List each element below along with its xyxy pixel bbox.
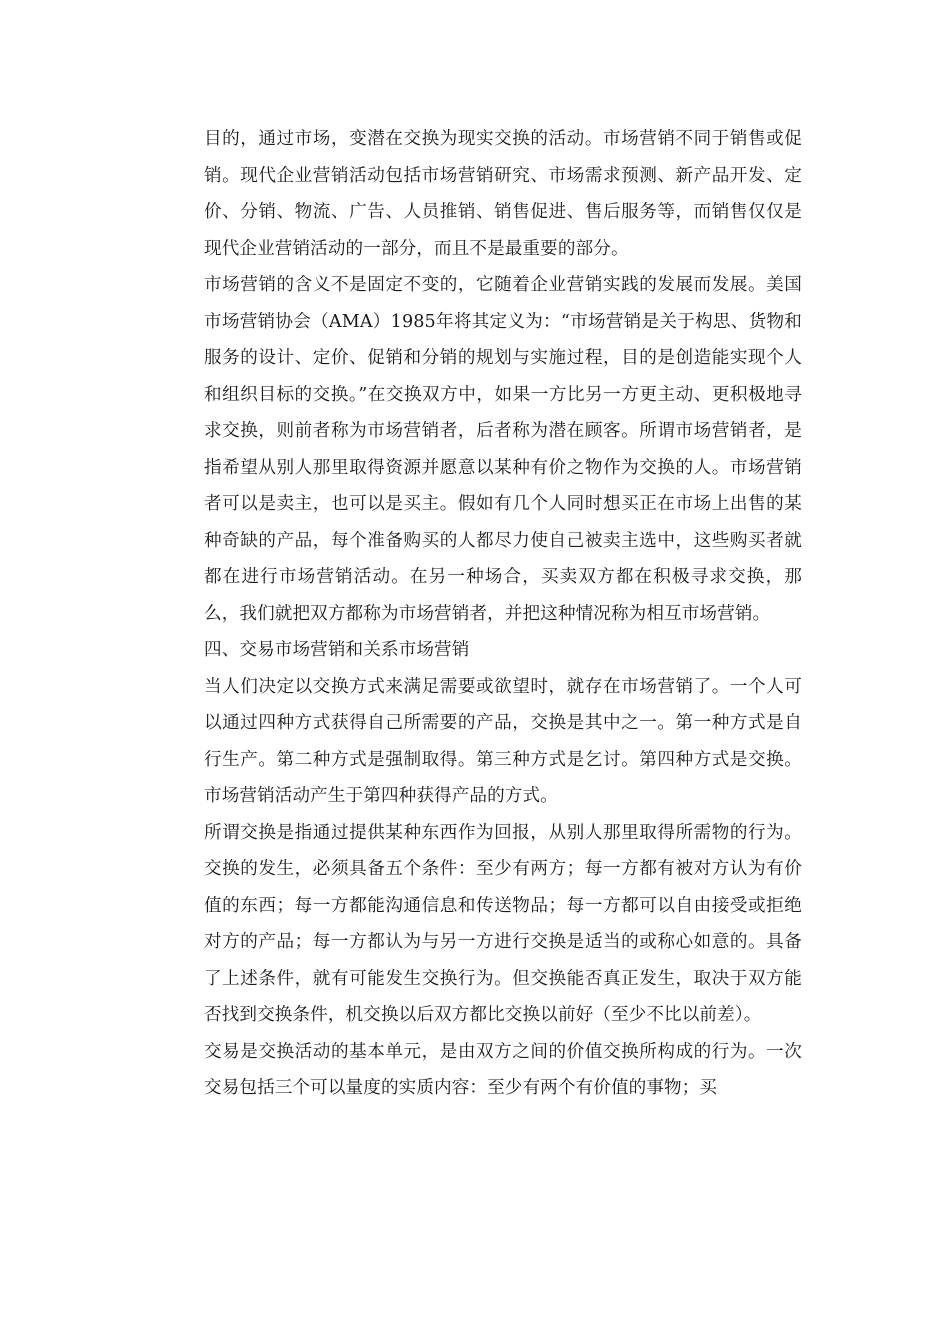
paragraph-marketing-definition: 市场营销的含义不是固定不变的，它随着企业营销实践的发展而发展。美国市场营销协会（AMA）1985年将其定义为：“市场营销是关于构思、货物和服务的设计、定价、促销和分销的规划与实施过程，目的是创造能实现个人和组织目标的交换。”在交换双方中，如果一方比另一方更主动、更积极地寻求交换，则前者称为市场营销者，后者称为潜在顾客。所谓市场营销者，是指希望从别人那里取得资源并愿意以某种有价之物作为交换的人。市场营销者可以是卖主，也可以是买主。假如有几个人同时想买正在市场上出售的某种奇缺的产品，每个准备购买的人都尽力使自己被卖主选中，这些购买者就都在进行市场营销活动。在另一种场合，买卖双方都在积极寻求交换，那么，我们就把双方都称为市场营销者，并把这种情况称为相互市场营销。 [204,275,802,624]
paragraph-exchange-methods: 当人们决定以交换方式来满足需要或欲望时，就存在市场营销了。一个人可以通过四种方式获得自己所需要的产品，交换是其中之一。第一种方式是自行生产。第二种方式是强制取得。第三种方式是乞讨。第四种方式是交换。市场营销活动产生于第四种获得产品的方式。 [204,676,802,806]
document-body [204,121,802,1107]
paragraph-marketing-vs-sales: 目的，通过市场，变潜在交换为现实交换的活动。市场营销不同于销售或促销。现代企业营销活动包括市场营销研究、市场需求预测、新产品开发、定价、分销、物流、广告、人员推销、销售促进、售后服务等，而销售仅仅是现代企业营销活动的一部分，而且不是最重要的部分。 [204,129,802,259]
paragraph-transaction-unit: 交易是交换活动的基本单元，是由双方之间的价值交换所构成的行为。一次交易包括三个可以量度的实质内容：至少有两个有价值的事物；买 [204,1041,802,1098]
section-heading-transaction-relationship-marketing: 四、交易市场营销和关系市场营销 [204,640,470,660]
paragraph-exchange-conditions: 所谓交换是指通过提供某种东西作为回报，从别人那里取得所需物的行为。交换的发生，必须具备五个条件：至少有两方；每一方都有被对方认为有价值的东西；每一方都能沟通信息和传送物品；每一方都可以自由接受或拒绝对方的产品；每一方都认为与另一方进行交换是适当的或称心如意的。具备了上述条件，就有可能发生交换行为。但交换能否真正发生，取决于双方能否找到交换条件，机交换以后双方都比交换以前好（至少不比以前差）。 [204,822,802,1025]
